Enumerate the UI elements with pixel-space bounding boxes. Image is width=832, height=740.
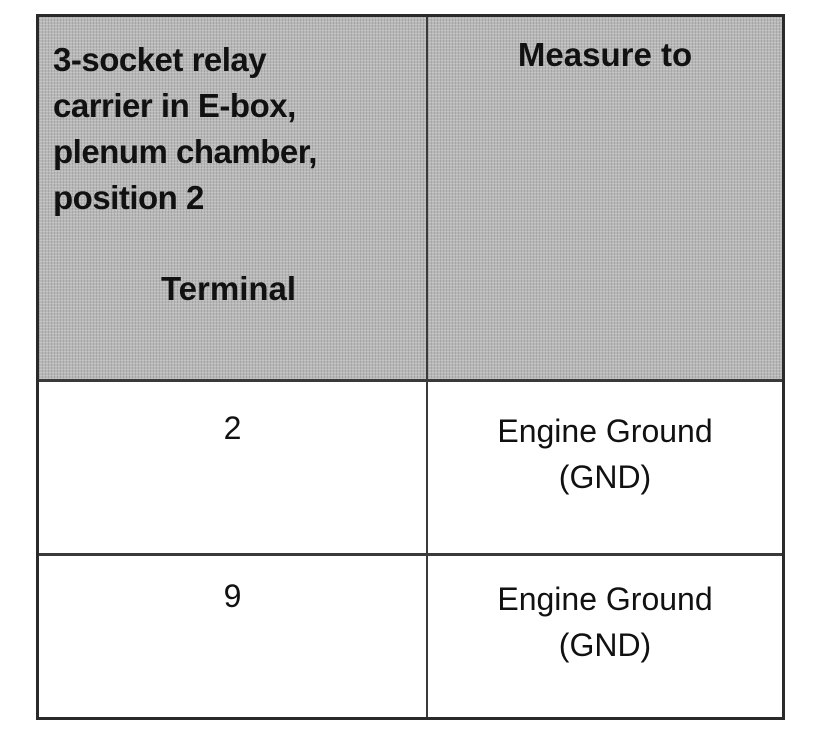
row-2-measure-value — [428, 576, 782, 668]
row-2-measure-cell — [428, 553, 782, 717]
row-1-measure-value — [428, 408, 782, 500]
row-2-measure-line-1: Engine Ground — [497, 581, 713, 617]
header-line-2: carrier in E-box, — [53, 87, 296, 124]
row-2-measure-line-2: (GND) — [558, 627, 652, 663]
header-terminal-label: Terminal — [160, 270, 297, 307]
row-1-terminal-cell — [39, 379, 428, 553]
header-measure-cell — [428, 17, 782, 379]
header-measure-label: Measure to — [517, 36, 693, 73]
header-line-4: position 2 — [53, 179, 204, 216]
row-1-measure-line-2: (GND) — [558, 459, 652, 495]
header-line-3: plenum chamber, — [53, 133, 317, 170]
row-1-measure-cell — [428, 379, 782, 553]
header-terminal-description — [53, 37, 317, 221]
row-1-measure-line-1: Engine Ground — [497, 413, 713, 449]
header-terminal-cell — [39, 17, 428, 379]
row-2-terminal-value: 9 — [223, 578, 242, 614]
row-2-terminal-cell — [39, 553, 428, 717]
header-line-1: 3-socket relay — [53, 41, 267, 78]
row-1-terminal-value: 2 — [223, 410, 242, 446]
terminal-measurement-table — [36, 14, 785, 720]
